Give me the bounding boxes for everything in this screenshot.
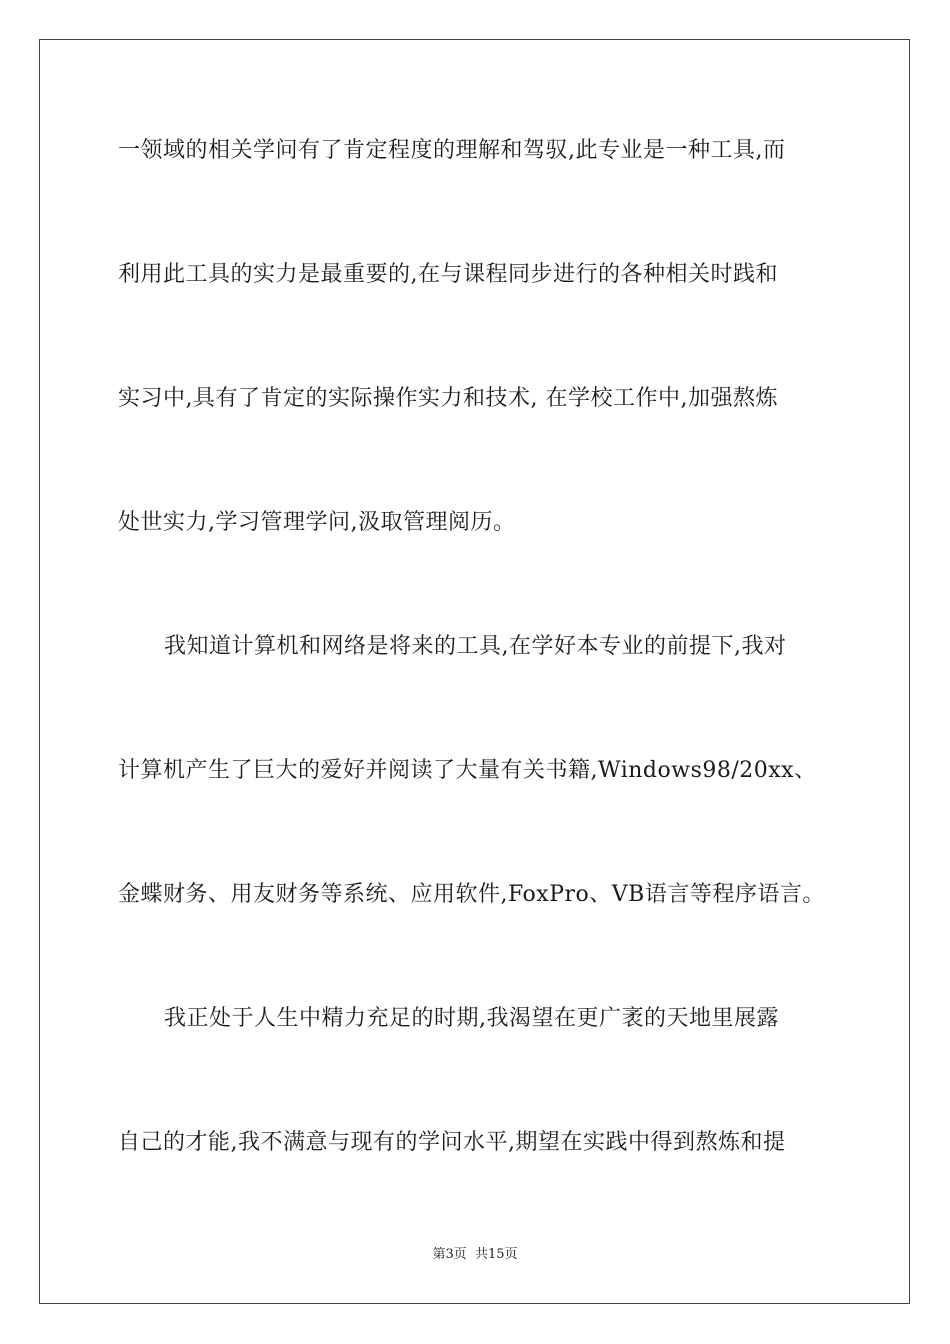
text-line-5: 我知道计算机和网络是将来的工具,在学好本专业的前提下,我对 <box>164 634 787 659</box>
page-number-footer: 第3页 共15页 <box>432 1247 518 1262</box>
text-line-6: 计算机产生了巨大的爱好并阅读了大量有关书籍,Windows98/20xx、 <box>118 758 817 783</box>
text-line-8: 我正处于人生中精力充足的时期,我渴望在更广袤的天地里展露 <box>164 1006 779 1031</box>
text-line-4: 处世实力,学习管理学问,汲取管理阅历。 <box>118 510 516 535</box>
text-line-2: 利用此工具的实力是最重要的,在与课程同步进行的各种相关时践和 <box>118 262 778 287</box>
text-line-1: 一领域的相关学问有了肯定程度的理解和驾驭,此专业是一种工具,而 <box>118 138 786 163</box>
text-line-9: 自己的才能,我不满意与现有的学问水平,期望在实践中得到熬炼和提 <box>118 1130 786 1155</box>
text-line-3: 实习中,具有了肯定的实际操作实力和技术, 在学校工作中,加强熬炼 <box>118 386 778 411</box>
text-line-7: 金蝶财务、用友财务等系统、应用软件,FoxPro、VB语言等程序语言。 <box>118 882 825 907</box>
page-border <box>39 39 910 1304</box>
